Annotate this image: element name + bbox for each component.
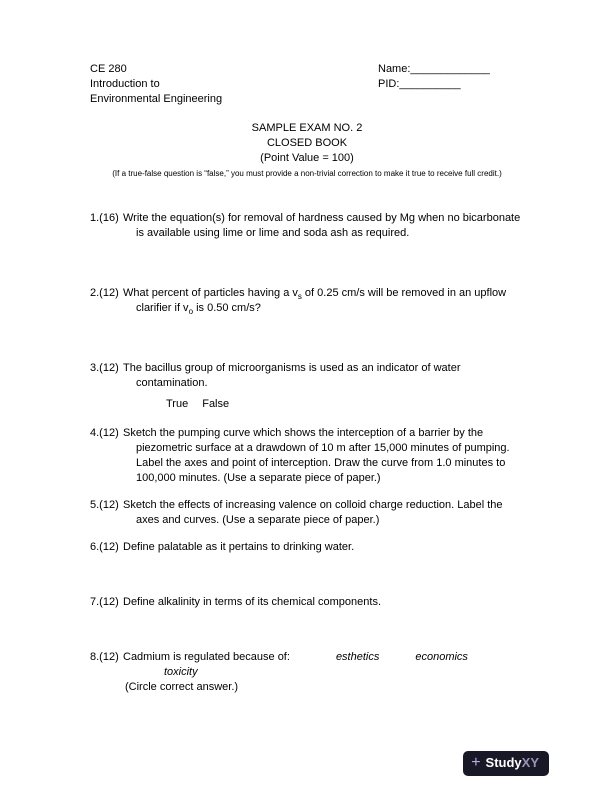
question-row [90,498,524,528]
question-row [90,286,524,316]
text-fragment: What percent of particles having a v [123,287,298,299]
logo-text-xy: XY [521,755,539,770]
question-number: 6.(12) [90,541,119,553]
question-number: 4.(12) [90,427,119,439]
subscript-s: s [297,292,302,302]
question-text: Sketch the pumping curve which shows the interception of a barrier by the piezometric surface at a drawdown of 10 m after 15,000 minutes of pumping. Label the axes and point of interception. Draw the curve from 1.0 minutes to 100,000 minutes. (Use a separate piece of paper.) [123,427,510,484]
question-7 [90,595,524,610]
circle-instruction: (Circle correct answer.) [125,681,239,693]
question-row [90,595,524,610]
question-text: Define palatable as it pertains to drinking water. [123,541,355,553]
exam-title-block [90,121,524,179]
question-lead: Cadmium is regulated because of: [123,651,290,663]
option-esthetics: esthetics [335,651,380,663]
question-3 [90,361,524,412]
logo-text-study: Study [485,755,522,770]
option-economics: economics [415,651,468,663]
question-number: 7.(12) [90,596,119,608]
question-text [123,286,524,316]
option-false: False [202,398,230,410]
question-number: 8.(12) [90,651,119,663]
course-code: CE 280 [90,63,127,75]
option-true: True [166,398,189,410]
question-1 [90,211,524,241]
question-text: The bacillus group of microorganisms is used as an indicator of water contamination. [123,362,461,389]
student-info [378,62,490,92]
question-text: Write the equation(s) for removal of hardness caused by Mg when no bicarbonate is available using lime or lime and soda ash as required. [123,212,521,239]
option-toxicity: toxicity [164,666,198,678]
text-fragment: is 0.50 cm/s? [193,302,261,314]
studyxy-logo [463,751,549,776]
question-number: 1.(16) [90,212,119,224]
question-2 [90,286,524,316]
question-5 [90,498,524,528]
question-row [90,650,524,665]
question-number: 3.(12) [90,362,119,374]
subscript-o: o [188,307,194,317]
true-false-options [166,397,524,412]
plus-icon: + [471,754,481,771]
question-number: 2.(12) [90,287,119,299]
exam-subtitle: CLOSED BOOK [266,137,348,149]
question-row [90,540,524,555]
course-title-line-2: Environmental Engineering [90,93,223,105]
question-number: 5.(12) [90,499,119,511]
question-6 [90,540,524,555]
exam-title: SAMPLE EXAM NO. 2 [251,122,363,134]
questions-list [90,211,524,695]
question-row [90,426,524,486]
text-fragment: of 0.25 cm/s will be removed in an upflow clarifier if v [136,287,507,314]
pid-field: PID:__________ [378,78,461,90]
course-title-line-1: Introduction to [90,78,160,90]
question-text: Sketch the effects of increasing valence on colloid charge reduction. Label the axes and curves. (Use a separate piece of paper.) [123,499,503,526]
question-text: Define alkalinity in terms of its chemical components. [123,596,381,608]
question-row [90,211,524,241]
exam-header [90,62,524,107]
name-field: Name:_____________ [378,63,490,75]
exam-instructions-note: (If a true-false question is “false,” you must provide a non-trivial correction to make it true to receive full credit.) [112,169,502,178]
question-row [90,361,524,391]
question-8 [90,650,524,695]
point-value: (Point Value = 100) [260,152,354,164]
question-text [123,650,524,665]
question-4 [90,426,524,486]
